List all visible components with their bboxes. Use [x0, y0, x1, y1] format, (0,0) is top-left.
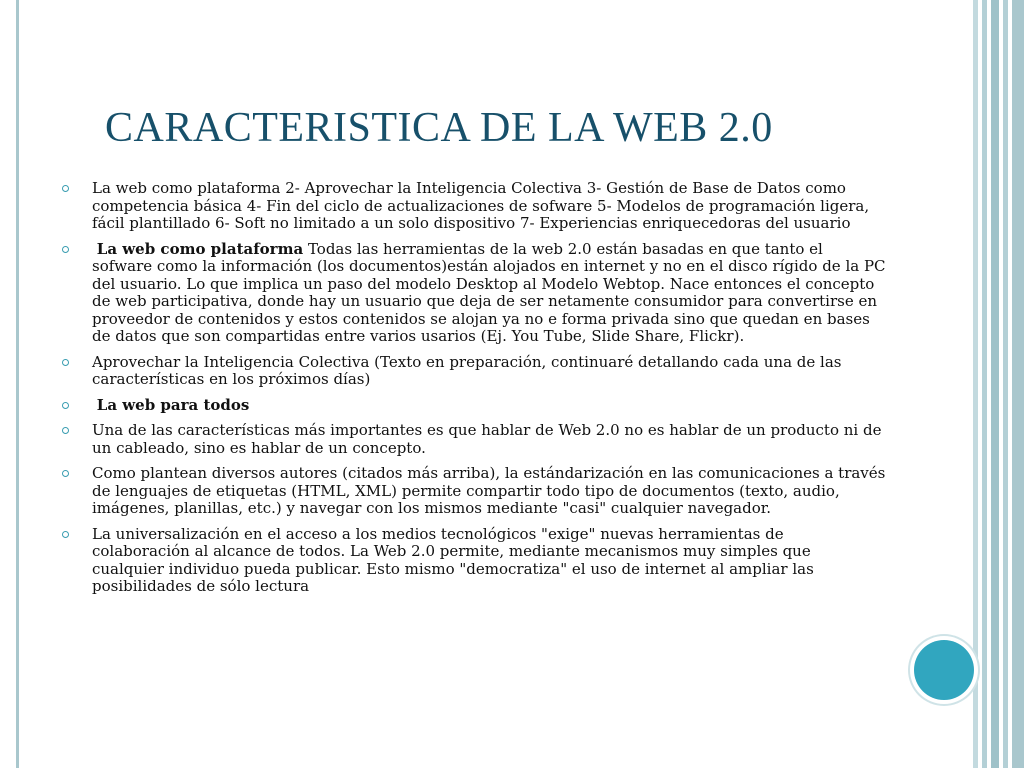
bullet-icon [62, 531, 69, 538]
list-item [56, 354, 886, 389]
slide-title: CARACTERISTICA DE LA WEB 2.0 [105, 105, 773, 151]
item-text: Todas las herramientas de la web 2.0 están basadas en que tanto el sofware como la información (los documentos)están alojados en internet y no en el disco rígido de la PC del usuario. Lo que implica un paso del modelo Desktop al Modelo Webtop. Nace entonces el concepto de web participativa, donde hay un usuario que deja de ser netamente consumidor para convertirse en proveedor de contenidos y estos contenidos se alojan ya no e forma privada sino que quedan en bases de datos que son compartidas entre varios usarios (Ej. You Tube, Slide Share, Flickr). [92, 239, 886, 345]
item-bold-text: La web como plataforma [96, 239, 304, 258]
right-border-stripe [991, 0, 999, 768]
right-border-stripe [982, 0, 987, 768]
list-item [56, 422, 886, 457]
list-item [56, 526, 886, 596]
left-border-rule [16, 0, 19, 768]
bullet-icon [62, 185, 69, 192]
list-item [56, 180, 886, 233]
bullet-icon [62, 246, 69, 253]
list-item [56, 465, 886, 518]
bullet-icon [62, 427, 69, 434]
list-item [56, 397, 886, 415]
item-text: Una de las características más importantes es que hablar de Web 2.0 no es hablar de un producto ni de un cableado, sino es hablar de un concepto. [92, 421, 882, 457]
decorative-circle-icon [914, 640, 974, 700]
item-text: La universalización en el acceso a los medios tecnológicos "exige" nuevas herramientas de colaboración al alcance de todos. La Web 2.0 permite, mediante mecanismos muy simples que cualquier individuo pueda publicar. Esto mismo "democratiza" el uso de internet al ampliar las posibilidades de sólo lectura [92, 524, 814, 595]
bullet-list [56, 180, 886, 604]
bullet-icon [62, 359, 69, 366]
item-text: Aprovechar la Inteligencia Colectiva (Texto en preparación, continuaré detallando cada una de las características en los próximos días) [92, 352, 842, 388]
bullet-icon [62, 470, 69, 477]
item-text: Como plantean diversos autores (citados más arriba), la estándarización en las comunicaciones a través de lenguajes de etiquetas (HTML, XML) permite compartir todo tipo de documentos (texto, audio, imágenes, planillas, etc.) y navegar con los mismos mediante "casi" cualquier navegador. [92, 464, 886, 517]
right-border-stripe [973, 0, 978, 768]
item-text: La web como plataforma 2- Aprovechar la Inteligencia Colectiva 3- Gestión de Base de Datos como competencia básica 4- Fin del ciclo de actualizaciones de sofware 5- Modelos de programación ligera, fácil plantillado 6- Soft no limitado a un solo dispositivo 7- Experiencias enriquecedoras del usuario [92, 179, 870, 232]
bullet-icon [62, 402, 69, 409]
item-bold-text: La web para todos [96, 395, 250, 414]
right-border-stripe [1012, 0, 1024, 768]
right-border-stripe [1003, 0, 1008, 768]
list-item [56, 241, 886, 346]
